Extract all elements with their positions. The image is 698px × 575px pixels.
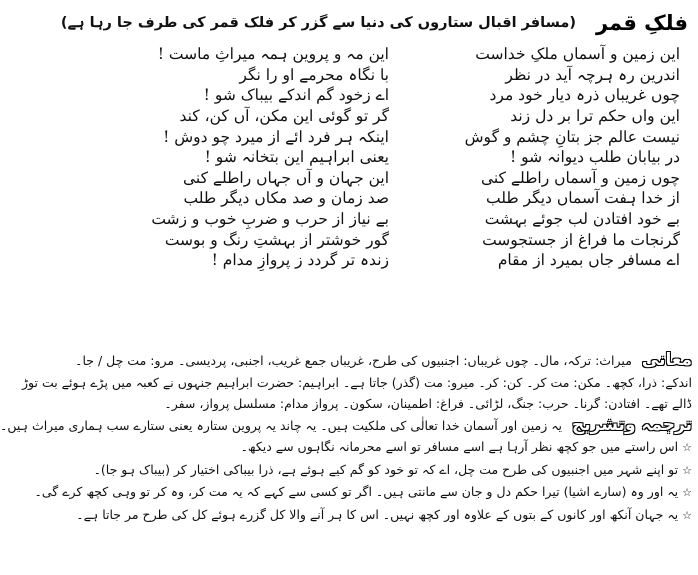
star-icon: ☆ [682, 508, 692, 522]
couplet [120, 188, 686, 209]
misra-first: گرنجات ما فراغ از جستجوست [482, 230, 680, 249]
misra-second: با نگاہ محرمے او را نگر [239, 65, 389, 84]
misra-first: از خدا ہفت آسماں دیگر طلب [486, 189, 680, 208]
meanings-text: میراث: ترکہ، مال۔ چوں غریباں: اجنبیوں کی طرح، غریباں جمع غریب، اجنبی، پردیسی۔ مرو: مت چل / جا۔ [75, 353, 632, 368]
misra-first: اے مسافر جاں بمیرد از مقام [497, 251, 680, 270]
bullet-text: یہ جہان آنکھ اور کانوں کے بتوں کے علاوہ اور کچھ نہیں۔ اس کا ہر آنے والا کل گزرے ہوئے کل کی طرح مر جاتا ہے۔ [76, 506, 679, 522]
couplet [120, 250, 686, 271]
meanings-line [75, 350, 692, 372]
translation-line [0, 414, 692, 437]
meanings-line: ڈالے تھے۔ افتادن: گرنا۔ حرب: جنگ، لڑائی۔ فراغ: اطمینان، سکون۔ پرواز مدام: مسلسل پرواز، سفر۔ [164, 396, 692, 411]
misra-first: نیست عالم جز بتانِ چشم و گوش [464, 127, 680, 146]
misra-second: زندہ تر گردد ز پروازِ مدام ! [211, 251, 389, 270]
misra-second: اینکہ ہر فرد ائے از میرد چو دوش ! [163, 127, 389, 146]
misra-second: اے زخود گم اندکے بیباک شو ! [203, 86, 389, 105]
bullet-text: تو اپنے شہر میں اجنبیوں کی طرح مت چل، اے کہ تو خود کو گم کیے ہوئے ہے، ذرا بیباکی اختیار کر (بیباک ہو جا)۔ [93, 461, 679, 477]
misra-second: صد زمان و صد مکاں دیگر طلب [183, 189, 389, 208]
misra-first: این واں حکم ترا بر دل زند [510, 107, 680, 126]
couplet [120, 209, 686, 230]
misra-second: بے نیاز از حرب و ضربِ خوب و زشت [151, 210, 389, 229]
couplet [120, 168, 686, 189]
translation-heading: ترجمہ وتشریح [572, 414, 692, 435]
couplet [120, 106, 686, 127]
couplet [120, 85, 686, 106]
misra-second: یعنی ابراہیم این بتخانہ شو ! [204, 148, 389, 167]
misra-first: چوں زمین و آسماں راطلے کنی [480, 168, 680, 187]
meanings-heading: معانی [641, 350, 692, 370]
misra-second: این جہان و آں جہاں راطلے کنی [182, 168, 389, 187]
translation-bullet [93, 459, 692, 482]
meanings-line: اندکے: ذرا، کچھ۔ مکن: مت کر۔ کن: کر۔ میرو: مت (گذر) جاتا ہے۔ ابراہیم: حضرت ابراہیم جنہوں نے کعبہ میں پڑے ہوئے بت توڑ [22, 374, 692, 390]
translation-bullet [76, 504, 692, 527]
misra-first: بے خود افتادن لب جوئے بہشت [484, 210, 680, 229]
chapter-title: فلکِ قمر [595, 11, 688, 35]
poem [120, 44, 686, 271]
couplet [120, 126, 686, 147]
couplet [120, 65, 686, 86]
couplet [120, 147, 686, 168]
misra-first: این زمین و آسماں ملکِ خداست [475, 45, 680, 64]
star-icon: ☆ [682, 463, 692, 477]
misra-second: گور خوشتر از بہشتِ رنگ و بوست [164, 230, 389, 249]
title-row [60, 6, 688, 40]
star-icon: ☆ [682, 486, 692, 499]
bullet-text: اس راستے میں جو کچھ نظر آرہا ہے اسے مسافر تو اسے محرمانہ نگاہوں سے دیکھ۔ [240, 439, 679, 454]
chapter-subtitle: (مسافر اقبال ستاروں کی دنیا سے گزر کر فلک قمر کی طرف جا رہا ہے) [60, 15, 576, 31]
translation-bullet [104, 436, 692, 459]
misra-first: در بیابان طلب دیوانہ شو ! [510, 148, 680, 167]
misra-first: اندرین رہ ہرچہ آید در نظر [505, 65, 680, 84]
translation-intro: یہ زمین اور آسمان خدا تعالٰی کی ملکیت ہیں۔ یہ چاند یہ پروین ستارہ یعنی ستارے سب ہماری میراث ہیں۔ [0, 417, 563, 433]
misra-second: این مہ و پروین ہمہ میراثِ ماست ! [157, 45, 389, 64]
star-icon: ☆ [682, 441, 692, 454]
translation-bullet [34, 481, 692, 504]
couplet [120, 44, 686, 65]
notes-section [0, 350, 692, 526]
bullet-text: یہ اور وہ (سارے اشیا) تیرا حکم دل و جان سے مانتی ہیں۔ اگر تو کسی سے کہے کہ یہ مت کر، وہ کر تو وہی کچھ کرے گی۔ [34, 484, 679, 499]
misra-first: چوں غریباں ذرہ دیار خود مرد [489, 86, 680, 105]
misra-second: گر تو گوئی این مکن، آں کن، کند [179, 107, 389, 126]
couplet [120, 229, 686, 250]
